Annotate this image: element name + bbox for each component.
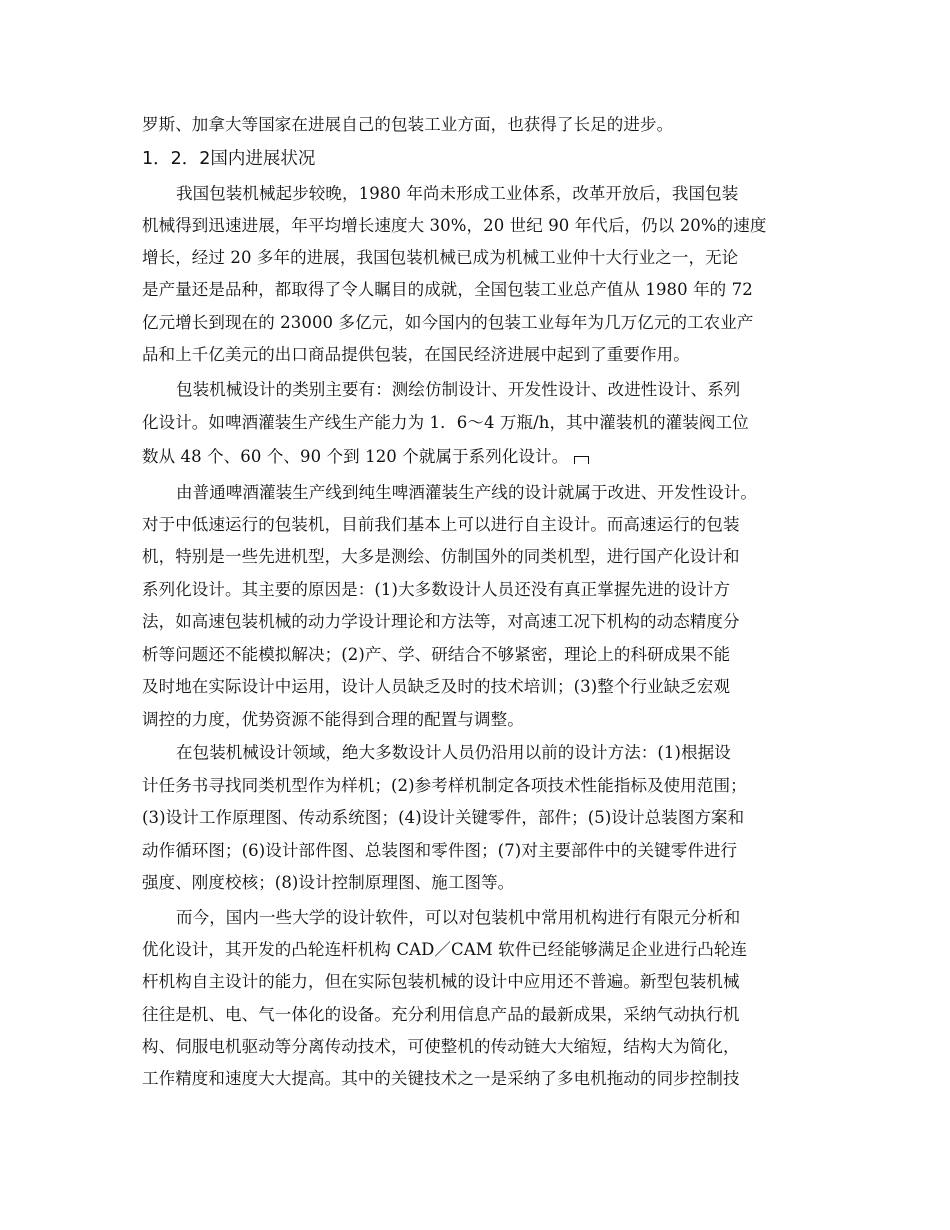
paragraph-line: 构、伺服电机驱动等分离传动技术，可使整机的传动链大大缩短，结构大为简化， — [142, 1037, 740, 1056]
paragraph-line: 在包装机械设计领域，绝大多数设计人员仍沿用以前的设计方法：(1)根据设 — [176, 743, 731, 762]
paragraph-line: 化设计。如啤酒灌装生产线生产能力为 1．6～4 万瓶/h，其中灌装机的灌装阀工位 — [142, 413, 749, 432]
paragraph-line: (3)设计工作原理图、传动系统图；(4)设计关键零件，部件；(5)设计总装图方案和 — [142, 808, 745, 827]
bracket-mark-icon — [574, 456, 589, 464]
paragraph-line: 由普通啤酒灌装生产线到纯生啤酒灌装生产线的设计就属于改进、开发性设计。 — [176, 483, 757, 502]
paragraph-line: 而今，国内一些大学的设计软件，可以对包装机中常用机构进行有限元分析和 — [176, 908, 741, 927]
paragraph-line: 品和上千亿美元的出口商品提供包装，在国民经济进展中起到了重要作用。 — [142, 345, 690, 364]
paragraph-line-text: 数从 48 个、60 个、90 个到 120 个就属于系列化设计。 — [142, 447, 569, 466]
paragraph-line: 计任务书寻找同类机型作为样机；(2)参考样机制定各项技术性能指标及使用范围； — [142, 776, 747, 795]
paragraph-line: 调控的力度，优势资源不能得到合理的配置与调整。 — [142, 710, 524, 729]
paragraph-line: 增长，经过 20 多年的进展，我国包装机械已成为机械工业仲十大行业之一，无论 — [142, 248, 739, 267]
paragraph-line: 对于中低速运行的包装机，目前我们基本上可以进行自主设计。而高速运行的包装 — [142, 515, 740, 534]
paragraph-line: 及时地在实际设计中运用，设计人员缺乏及时的技术培训；(3)整个行业缺乏宏观 — [142, 677, 731, 696]
paragraph-line: 法，如高速包装机械的动力学设计理论和方法等，对高速工况下机构的动态精度分 — [142, 612, 740, 631]
paragraph-line: 机，特别是一些先进机型，大多是测绘、仿制国外的同类机型，进行国产化设计和 — [142, 547, 740, 566]
section-heading: 1．2．2国内进展状况 — [142, 149, 316, 169]
paragraph-line: 强度、刚度校核；(8)设计控制原理图、施工图等。 — [142, 873, 515, 892]
paragraph-line: 析等问题还不能模拟解决；(2)产、学、研结合不够紧密，理论上的科研成果不能 — [142, 645, 731, 664]
paragraph-line: 工作精度和速度大大提高。其中的关键技术之一是采纳了多电机拖动的同步控制技 — [142, 1069, 740, 1088]
paragraph-line: 包装机械设计的类别主要有：测绘仿制设计、开发性设计、改进性设计、系列 — [176, 380, 741, 399]
paragraph-line: 机械得到迅速进展，年平均增长速度大 30%，20 世纪 90 年代后，仍以 20%的速度 — [142, 216, 767, 235]
paragraph-line: 往往是机、电、气一体化的设备。充分利用信息产品的最新成果，采纳气动执行机 — [142, 1005, 740, 1024]
paragraph-line: 我国包装机械起步较晚，1980 年尚未形成工业体系，改革开放后，我国包装 — [176, 184, 739, 203]
paragraph-line: 动作循环图；(6)设计部件图、总装图和零件图；(7)对主要部件中的关键零件进行 — [142, 841, 738, 860]
paragraph-line: 亿元增长到现在的 23000 多亿元，如今国内的包装工业每年为几万亿元的工农业产 — [142, 313, 754, 332]
intro-line: 罗斯、加拿大等国家在进展自己的包装工业方面，也获得了长足的进步。 — [142, 115, 674, 134]
paragraph-line: 是产量还是品种，都取得了令人瞩目的成就，全国包装工业总产值从 1980 年的 72 — [142, 280, 753, 299]
paragraph-line: 优化设计，其开发的凸轮连杆机构 CAD／CAM 软件已经能够满足企业进行凸轮连 — [142, 940, 748, 959]
paragraph-line: 系列化设计。其主要的原因是：(1)大多数设计人员还没有真正掌握先进的设计方 — [142, 580, 731, 599]
paragraph-line: 杆机构自主设计的能力，但在实际包装机械的设计中应用还不普遍。新型包装机械 — [142, 972, 740, 991]
paragraph-line-with-mark — [142, 447, 589, 467]
